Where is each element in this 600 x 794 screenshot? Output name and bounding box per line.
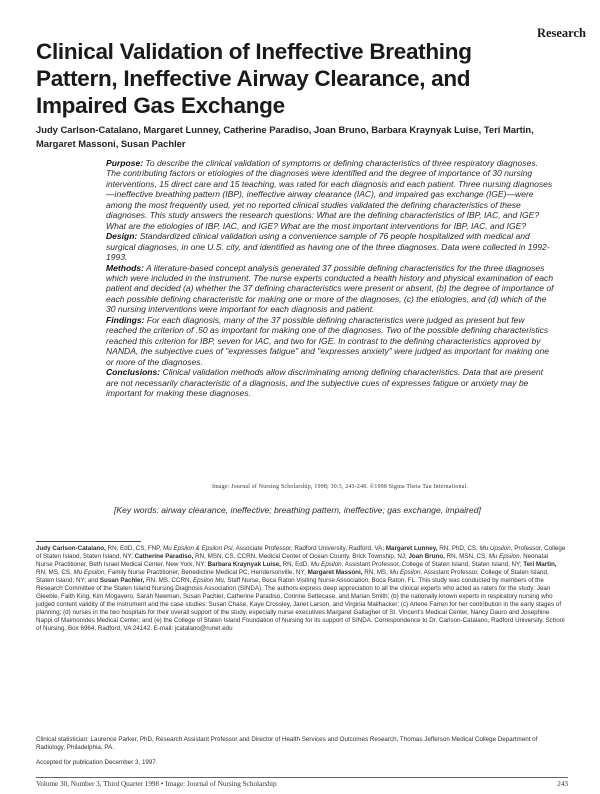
abstract-findings	[106, 315, 554, 367]
findings-text: For each diagnosis, many of the 37 possible defining characteristics were judged as present but few reached the criterion of .50 as important for making one of the diagnoses. Two of the possible defining characteristics reached this criterion for IBP, seven for IAC, and two for IGE. In contrast to the defining characteristics approved by NANDA, the subjective cues of "expresses fatigue" and "expresses anxiety" were judged as important for making one or more of the diagnoses.	[106, 314, 550, 367]
section-label: Research	[536, 26, 586, 40]
accepted-date: Accepted for publication December 3, 1997.	[36, 759, 158, 766]
footnote-text: Family Nurse Practitioner, Benedictine Medical PC, Hendersonville, NY;	[106, 569, 308, 577]
footnote-author-name: Margaret Lunney,	[385, 545, 438, 552]
footer-divider	[36, 777, 568, 778]
footnote-chapter: Mu Epsilon,	[73, 569, 107, 577]
footnote-chapter: Mu Upsilon,	[479, 545, 513, 552]
footnote-divider	[36, 541, 141, 542]
design-label: Design:	[106, 231, 138, 242]
footnote-text: RN, MSN, CS, CCRN, Medical Center of Ocean County, Brick Township, NJ;	[193, 553, 409, 561]
journal-citation: Image: Journal of Nursing Scholarship, 1998; 30:3, 243-248. ©1998 Sigma Theta Tau International.	[211, 484, 469, 490]
design-text: Standardized clinical validation using a convenience sample of 76 people hospitalized with medical and surgical diagnoses, in one U.S. city, and identified as having one of the three diagnoses. Data were collected in 1992-1993.	[106, 231, 550, 263]
footnote-text: RN, EdD,	[280, 561, 311, 569]
footnote-author-name: Barbara Kraynyak Luise,	[207, 561, 281, 569]
footnote-text: RN, MS,	[362, 569, 390, 577]
footnote-author-name: Margaret Massoni,	[307, 569, 363, 577]
footnote-chapter: Mu Epsilon,	[310, 561, 344, 569]
footnote-text: RN, PhD, CS,	[437, 545, 480, 552]
article-title: Clinical Validation of Ineffective Breathing Pattern, Ineffective Airway Clearance, and Impaired Gas Exchange	[36, 39, 472, 118]
footnote-text: Staff Nurse, Boca Raton Visiting Nurse Association, Boca Raton, FL. This study was conducted by members of the Research Committee of the Staten Island Nursing Diagnosis Association (SINDA). The authors express deep appreciation to all the clinical experts who acted as raters for the study: Jean Gleeble, Faith King, Kim Mogavero, Sarah Newman, Susan Pachler, Catherine Paradiso, Corinne Settecase, and Marian Smith; (b) the nationally known experts in respiratory nursing who judged content validity of the instrument and the case studies: Susan Chase, Kaye Crossley, Janet Larson, and Virginia Mailhacker; (c) Arlene Farren for her contribution in the early stages of planning; (d) nurses in the two hospitals for their overall support of the study, especially nurse executives Margaret Gallagher of St. Vincent's Medical Center, Nancy Dauro and Josephine Nappi of Maimonides Medical Center; and (e) the College of Staten Island Foundation of Nursing for its support of SINDA. Correspondence to Dr. Carlson-Catalano, Radford University, School of Nursing, Box 6964, Radford, VA 24142. E-mail: jcatalano@runet.edu	[36, 577, 565, 633]
methods-text: A literature-based concept analysis generated 37 possible defining characteristics for the three diagnoses which were included in the instrument. The nurse experts conducted a health history and physical examination of each patient and decided (a) whether the 37 defining characteristics were present or absent, (b) the degree of importance of each possible defining characteristic for making one or more of the diagnoses, (c) the etiologies, and (d) which of the 30 nursing interventions were important for each diagnosis and patient.	[106, 262, 554, 315]
footnote-text: RN, MS, CCRN,	[144, 577, 193, 585]
conclusions-label: Conclusions:	[106, 367, 161, 378]
footnote-text: RN, MS, CS,	[36, 569, 74, 577]
purpose-label: Purpose:	[106, 158, 144, 168]
footnote-author-name: Judy Carlson-Catalano,	[36, 545, 106, 552]
keywords: [Key words: airway clearance, ineffective; breathing pattern, ineffective; gas exchange, impaired]	[114, 505, 481, 515]
footnote-text: Assistant Professor, College of Staten Island, Staten Island, NY; and	[36, 569, 549, 585]
abstract-purpose	[106, 158, 554, 231]
methods-label: Methods:	[106, 262, 144, 273]
author-affiliations-footnote	[36, 545, 566, 634]
footnote-chapter: Mu Epsilon,	[389, 569, 423, 577]
conclusions-text: Clinical validation methods allow discriminating among defining characteristics. Data that are present are not necessarily characteristic of a diagnosis, and the subjective cues of expresses fatigue or anxiety may be important for making these diagnoses.	[106, 367, 544, 398]
abstract-methods	[106, 263, 554, 315]
purpose-text: To describe the clinical validation of symptoms or defining characteristics of three respiratory diagnoses. The contributing factors or etiologies of the diagnoses were identified and the degree of importance of 30 nursing interventions, 15 direct care and 15 teaching, was rated for each diagnosis and each patient. Three nursing diagnoses—ineffective breathing pattern (IBP), ineffective airway clearance (IAC), and impaired gas exchange (IGE)—were among the most frequently used, yet no reported clinical studies validated the defining characteristics of these diagnoses. This study answers the research questions: What are the defining characteristics of IBP, IAC, and IGE? What are the etiologies of IBP, IAC, and IGE? What are the most important interventions for IBP, IAC, and IGE?	[106, 158, 553, 231]
page-number: 243	[557, 780, 568, 788]
statistician-footnote: Clinical statistician: Laurence Parker, PhD, Research Assistant Professor and Director of Health Services and Outcomes Research, Thomas Jefferson Medical College Department of Radiology, Philadelphia, PA.	[36, 736, 538, 752]
footnote-chapter: Mu Epsilon,	[488, 553, 522, 561]
footnote-chapter: Epsilon Mu,	[192, 577, 226, 585]
author-list: Judy Carlson-Catalano, Margaret Lunney, Catherine Paradiso, Joan Bruno, Barbara Kraynyak Luise, Teri Martin, Margaret Massoni, Susan Pachler	[36, 124, 534, 149]
footnote-author-name: Joan Bruno,	[408, 553, 445, 561]
footnote-text: RN, EdD, CS, FNP,	[105, 545, 164, 552]
findings-label: Findings:	[106, 314, 145, 325]
footnote-author-name: Teri Martin,	[523, 561, 557, 569]
footnote-author-name: Catherine Paradiso,	[134, 553, 194, 561]
footnote-chapter: Mu Epsilon & Epsilon Psi,	[163, 545, 235, 552]
journal-footer: Volume 30, Number 3, Third Quarter 1998 • Image: Journal of Nursing Scholarship	[36, 780, 277, 788]
footnote-text: Assistant Professor, College of Staten Island, Staten Island, NY;	[343, 561, 524, 569]
footnote-text: Associate Professor, Radford University, Radford, VA;	[234, 545, 386, 552]
abstract-conclusions	[106, 367, 554, 398]
abstract	[106, 158, 554, 398]
abstract-design	[106, 231, 554, 262]
footnote-author-name: Susan Pachler,	[99, 577, 145, 585]
footnote-text: Neonatal Nurse Practitioner, Beth Israel Medical Center, New York, NY;	[36, 553, 549, 569]
footnote-text: RN, MSN, CS,	[444, 553, 489, 561]
footnote-text: Professor, College of Staten Island, Staten Island, NY;	[36, 545, 566, 561]
